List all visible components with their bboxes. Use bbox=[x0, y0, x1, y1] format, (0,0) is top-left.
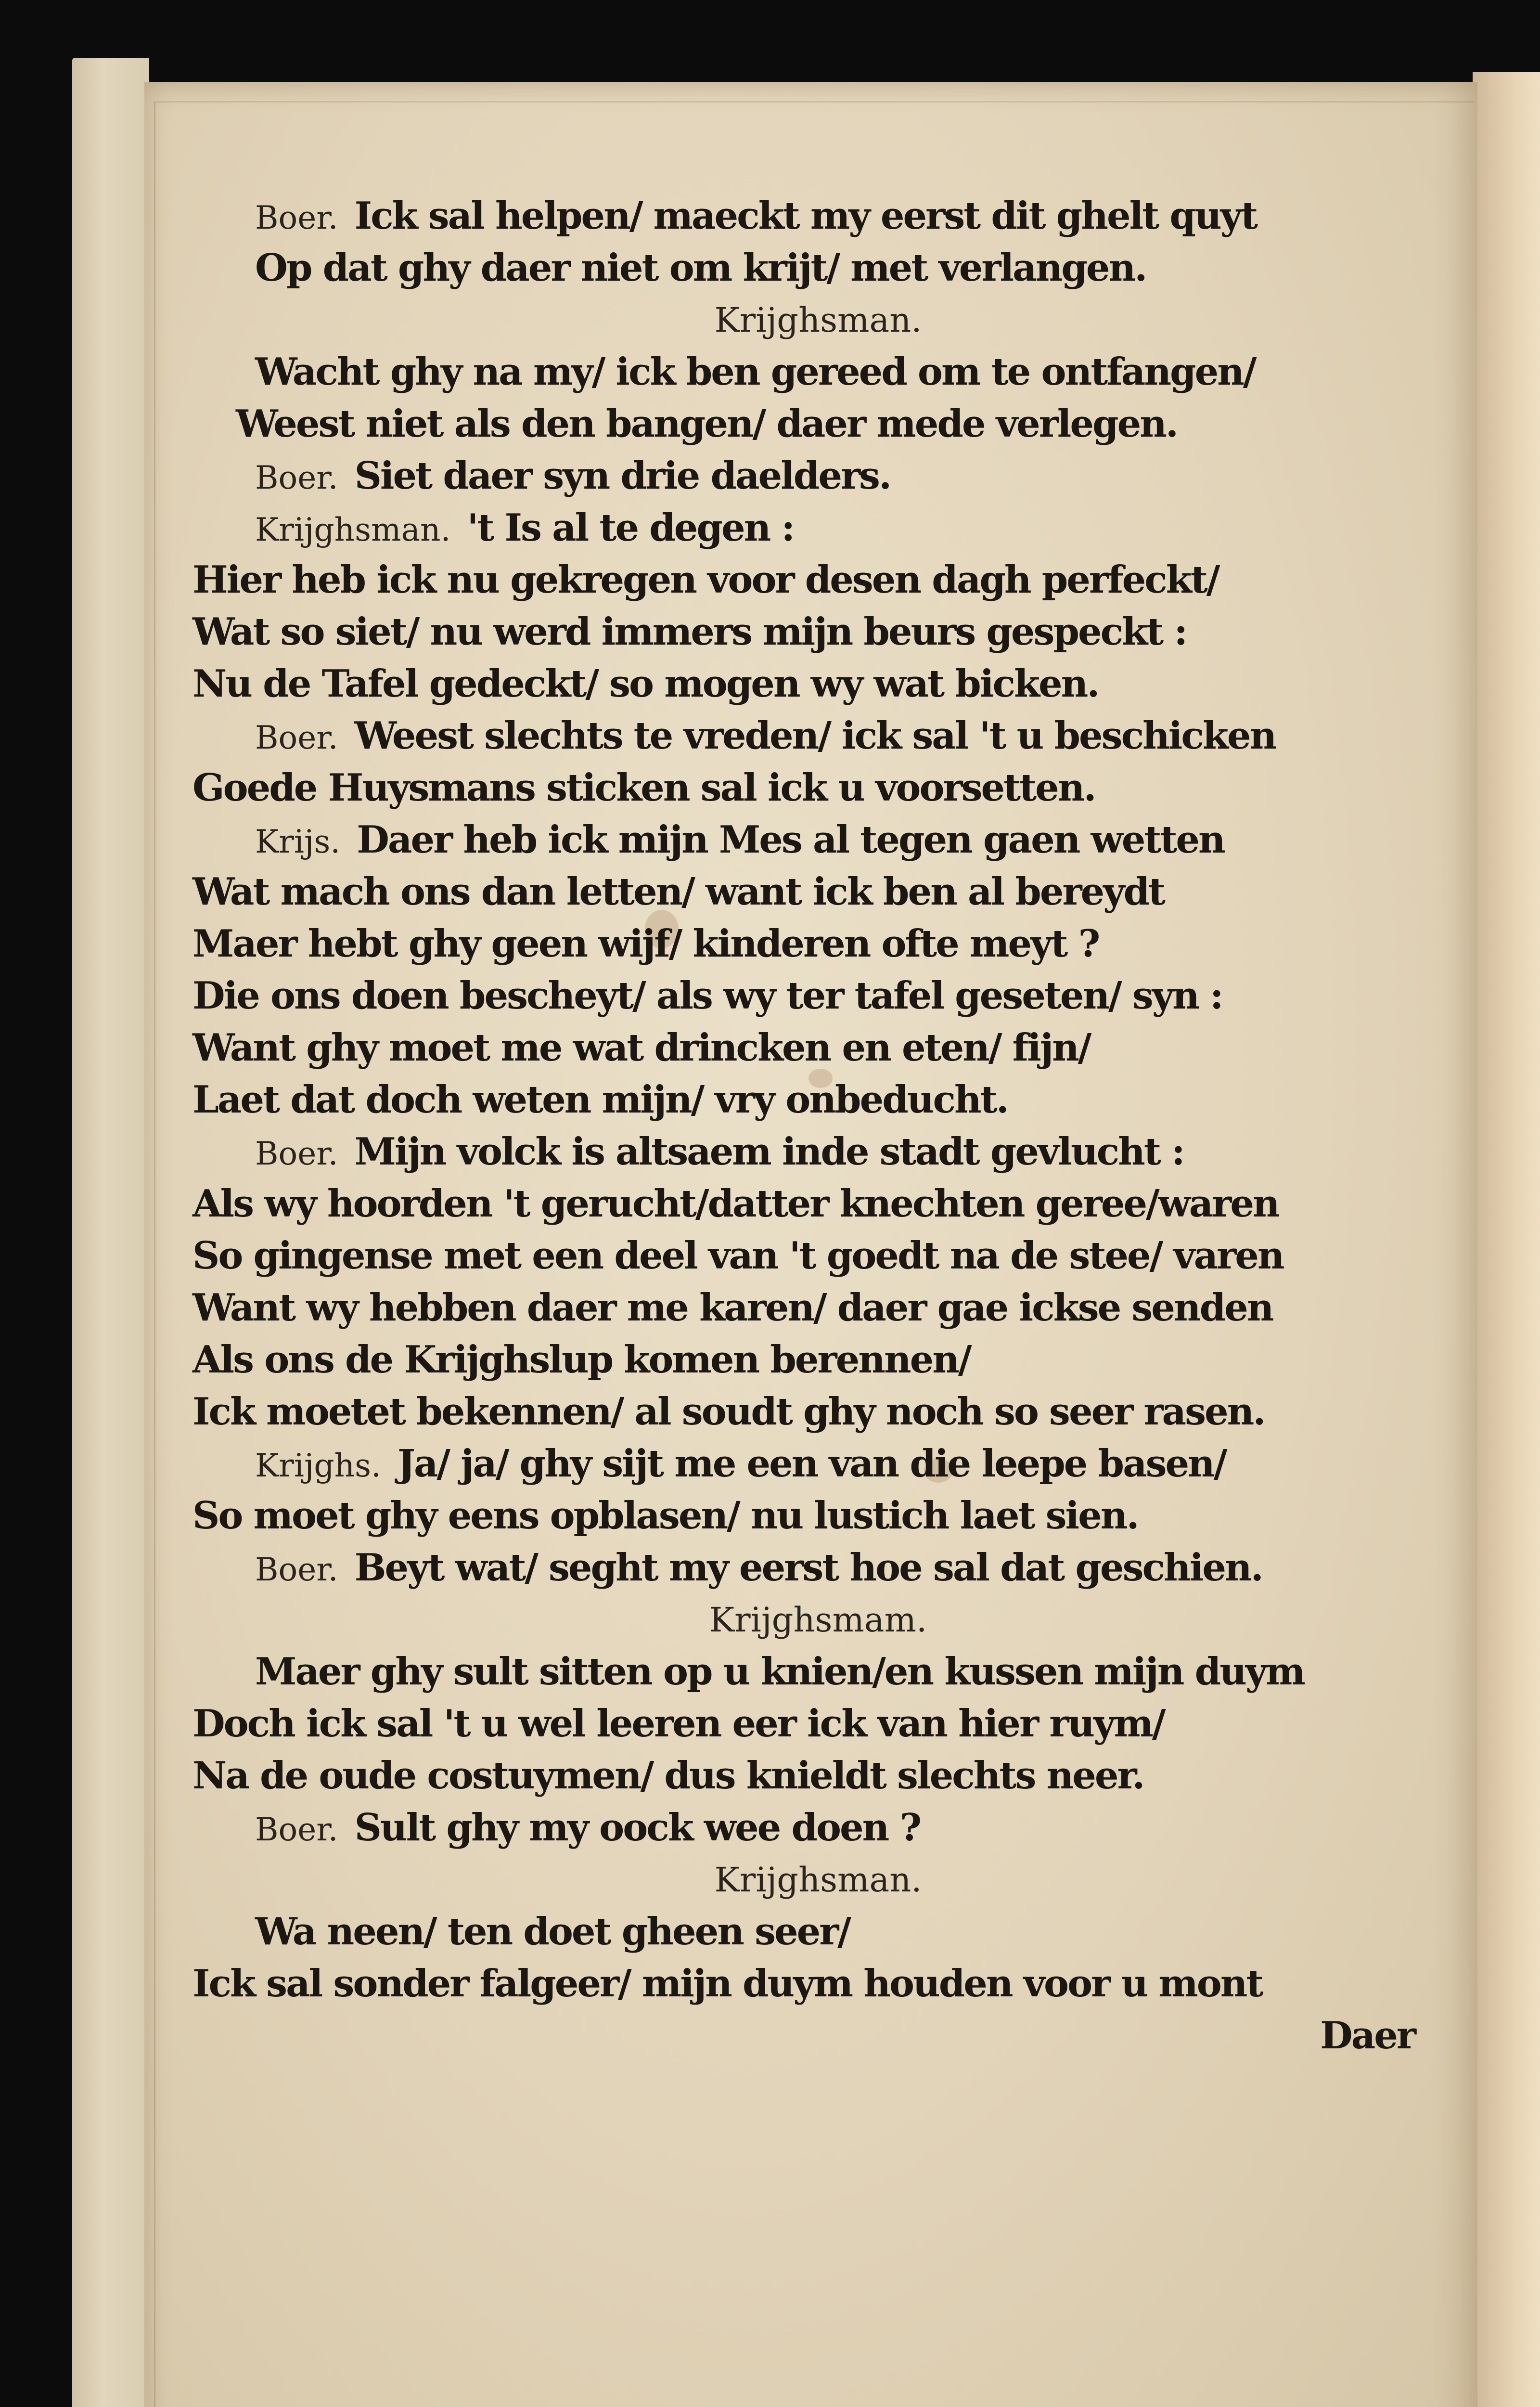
verse-text: Want wy hebben daer me karen/ daer gae ickse senden bbox=[192, 1286, 1273, 1330]
text-line bbox=[192, 346, 1444, 398]
text-line bbox=[192, 710, 1444, 762]
text-line bbox=[192, 918, 1444, 970]
text-line bbox=[192, 398, 1444, 450]
verse-text: Goede Huysmans sticken sal ick u voorsetten. bbox=[192, 766, 1095, 810]
speaker-name: Boer. bbox=[255, 199, 338, 236]
verse-text: Nu de Tafel gedeckt/ so mogen wy wat bicken. bbox=[192, 662, 1099, 706]
text-line bbox=[192, 1022, 1444, 1074]
verse-text: Ick sal helpen/ maeckt my eerst dit ghelt quyt bbox=[354, 194, 1257, 238]
text-line bbox=[192, 242, 1444, 294]
verse-text: Wat mach ons dan letten/ want ick ben al bereydt bbox=[192, 870, 1165, 914]
verse-text: So moet ghy eens opblasen/ nu lustich laet sien. bbox=[192, 1494, 1138, 1538]
speaker-heading: Krijghsman. bbox=[714, 1860, 922, 1900]
text-line bbox=[192, 658, 1444, 710]
text-line bbox=[192, 1282, 1444, 1334]
verse-text: Laet dat doch weten mijn/ vry onbeducht. bbox=[192, 1078, 1008, 1122]
text-line bbox=[192, 762, 1444, 814]
speaker-name: Krijs. bbox=[255, 823, 341, 860]
text-line bbox=[192, 814, 1444, 866]
verse-text: Ick moetet bekennen/ al soudt ghy noch so seer rasen. bbox=[192, 1390, 1265, 1434]
verse-text: Sult ghy my oock wee doen ? bbox=[354, 1806, 921, 1850]
verse-text: Ick sal sonder falgeer/ mijn duym houden voor u mont bbox=[192, 1962, 1262, 2006]
text-line bbox=[192, 1490, 1444, 1542]
text-line bbox=[192, 1074, 1444, 1126]
text-line bbox=[192, 1178, 1444, 1230]
speaker-name: Boer. bbox=[255, 459, 338, 496]
verse-text: So gingense met een deel van 't goedt na de stee/ varen bbox=[192, 1234, 1283, 1278]
text-line bbox=[192, 1698, 1444, 1750]
speaker-name: Boer. bbox=[255, 1811, 338, 1848]
text-line bbox=[192, 970, 1444, 1022]
text-line bbox=[192, 190, 1444, 242]
verse-text: Maer ghy sult sitten op u knien/en kussen mijn duym bbox=[255, 1650, 1304, 1694]
text-line bbox=[192, 450, 1444, 502]
text-line bbox=[192, 1438, 1444, 1490]
speaker-name: Krijghs. bbox=[255, 1447, 382, 1484]
verse-text: Als ons de Krijghslup komen berennen/ bbox=[192, 1338, 971, 1382]
verse-text: Maer hebt ghy geen wijf/ kinderen ofte meyt ? bbox=[192, 922, 1099, 966]
verse-text: Weest slechts te vreden/ ick sal 't u beschicken bbox=[354, 714, 1276, 758]
verse-text: Die ons doen bescheyt/ als wy ter tafel geseten/ syn : bbox=[192, 974, 1222, 1018]
verse-text: Hier heb ick nu gekregen voor desen dagh perfeckt/ bbox=[192, 558, 1219, 602]
verse-text: Want ghy moet me wat drincken en eten/ fijn/ bbox=[192, 1026, 1091, 1070]
verse-text: Daer heb ick mijn Mes al tegen gaen wetten bbox=[357, 818, 1224, 862]
verse-text: Siet daer syn drie daelders. bbox=[354, 454, 891, 498]
text-line bbox=[192, 606, 1444, 658]
speaker-name: Boer. bbox=[255, 1135, 338, 1172]
text-line bbox=[192, 502, 1444, 554]
text-line bbox=[192, 1594, 1444, 1646]
text-line bbox=[192, 1230, 1444, 1282]
verse-text: Wacht ghy na my/ ick ben gereed om te ontfangen/ bbox=[255, 350, 1256, 394]
text-line bbox=[192, 866, 1444, 918]
text-line bbox=[192, 1854, 1444, 1906]
text-line bbox=[192, 1958, 1444, 2010]
text-line bbox=[192, 1646, 1444, 1698]
speaker-heading: Krijghsmam. bbox=[709, 1600, 927, 1640]
verse-text: Wa neen/ ten doet gheen seer/ bbox=[255, 1910, 850, 1954]
speaker-name: Boer. bbox=[255, 719, 338, 756]
text-line bbox=[192, 1334, 1444, 1386]
catchword: Daer bbox=[1320, 2014, 1415, 2058]
page-text bbox=[192, 190, 1444, 2062]
text-line bbox=[192, 1750, 1444, 1802]
verse-text: Weest niet als den bangen/ daer mede verlegen. bbox=[236, 402, 1178, 446]
speaker-name: Boer. bbox=[255, 1551, 338, 1588]
text-line bbox=[192, 1802, 1444, 1854]
text-line bbox=[192, 294, 1444, 346]
verse-text: Als wy hoorden 't gerucht/datter knechten geree/waren bbox=[192, 1182, 1279, 1226]
speaker-name: Krijghsman. bbox=[255, 511, 451, 548]
verse-text: Ja/ ja/ ghy sijt me een van die leepe basen/ bbox=[398, 1442, 1226, 1486]
verse-text: Na de oude costuymen/ dus knieldt slechts neer. bbox=[192, 1754, 1144, 1798]
verse-text: Wat so siet/ nu werd immers mijn beurs gespeckt : bbox=[192, 610, 1187, 654]
text-line bbox=[192, 1906, 1444, 1958]
verse-text: Doch ick sal 't u wel leeren eer ick van hier ruym/ bbox=[192, 1702, 1165, 1746]
facing-page-edge bbox=[1473, 72, 1540, 2407]
text-line bbox=[192, 1542, 1444, 1594]
verse-text: Beyt wat/ seght my eerst hoe sal dat geschien. bbox=[354, 1546, 1262, 1590]
verse-text: Op dat ghy daer niet om krijt/ met verlangen. bbox=[255, 246, 1146, 290]
catchword-line bbox=[192, 2010, 1444, 2062]
text-line bbox=[192, 1126, 1444, 1178]
verse-text: Mijn volck is altsaem inde stadt gevlucht : bbox=[354, 1130, 1184, 1174]
speaker-heading: Krijghsman. bbox=[714, 300, 922, 340]
text-line bbox=[192, 1386, 1444, 1438]
verse-text: 't Is al te degen : bbox=[467, 506, 794, 550]
book-page-edges bbox=[72, 58, 149, 2407]
text-line bbox=[192, 554, 1444, 606]
